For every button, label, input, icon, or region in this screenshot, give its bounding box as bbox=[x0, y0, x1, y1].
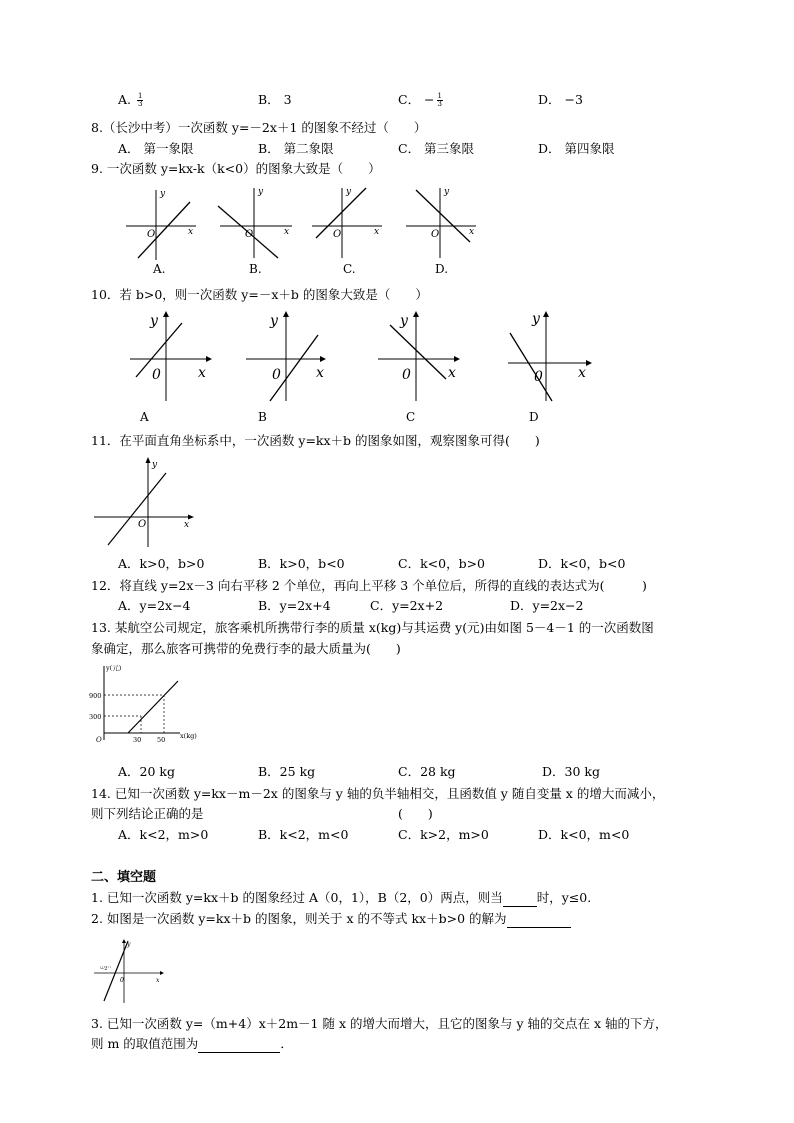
y-axis-label: y bbox=[150, 313, 158, 329]
q10-graph-a bbox=[130, 311, 212, 401]
fraction-denominator: 3 bbox=[437, 100, 442, 108]
x-axis-label: x bbox=[156, 977, 160, 984]
q14-answer-paren: ( ) bbox=[398, 806, 433, 821]
y-axis-label: y bbox=[346, 187, 352, 197]
q13-stem-line1: 13. 某航空公司规定，旅客乘机所携带行李的质量 x(kg)与其运费 y(元)由如图 5－4－1 的一次函数图 bbox=[91, 620, 654, 635]
y-axis-label: y bbox=[152, 460, 158, 470]
q11-graph bbox=[90, 455, 200, 550]
q12-option-c: C．y=2x+2 bbox=[370, 598, 444, 613]
y-axis-label: y bbox=[258, 187, 264, 197]
q9-label-d: D. bbox=[435, 262, 449, 276]
q13-graph bbox=[86, 660, 216, 748]
origin-label: 0 bbox=[272, 367, 281, 383]
x-axis-label: x bbox=[448, 365, 456, 381]
fraction-numerator: 1 bbox=[138, 92, 143, 100]
x-axis-label: x bbox=[469, 227, 475, 237]
q13-option-a: A．20 kg bbox=[118, 764, 175, 779]
q8-stem: 8.（长沙中考）一次函数 y=－2x＋1 的图象不经过（ ） bbox=[91, 120, 427, 135]
q10-graph-c bbox=[378, 311, 460, 401]
q10-graph-b bbox=[246, 311, 326, 401]
q7-option-a-label: A. bbox=[118, 92, 132, 107]
q9-line-a bbox=[138, 202, 190, 258]
origin-label: O bbox=[431, 229, 440, 240]
origin-label: O bbox=[333, 229, 342, 240]
q10-graphs bbox=[120, 305, 600, 405]
x-axis-label: x bbox=[198, 365, 206, 381]
y-axis-label: y bbox=[160, 189, 166, 199]
y-axis-label: y bbox=[444, 187, 450, 197]
q13-option-d: D．30 kg bbox=[542, 764, 600, 779]
q10-graph-d bbox=[508, 311, 592, 401]
q14-option-b: B．k<2，m<0 bbox=[258, 827, 349, 842]
q12-option-d: D．y=2x−2 bbox=[510, 598, 584, 613]
origin-label: 0 bbox=[402, 367, 411, 383]
y-axis-label: y bbox=[127, 941, 131, 948]
fill-q3-text: 则 m 的取值范围为 bbox=[91, 1036, 199, 1051]
fill-q1 bbox=[91, 890, 591, 907]
q12-option-a: A．y=2x−4 bbox=[118, 598, 191, 613]
x-axis-label: x bbox=[316, 365, 324, 381]
q10-label-d: D bbox=[529, 410, 539, 424]
x-axis-label: x bbox=[184, 520, 190, 530]
q14-option-c: C．k>2，m>0 bbox=[398, 827, 489, 842]
q9-label-c: C. bbox=[343, 262, 356, 276]
q14-option-a: A．k<2，m>0 bbox=[118, 827, 209, 842]
y-axis-label: y bbox=[400, 313, 408, 329]
section-title-fill-in: 二、填空题 bbox=[91, 870, 157, 885]
y-tick-900: 900 bbox=[89, 692, 102, 700]
q12-option-b: B．y=2x+4 bbox=[258, 598, 331, 613]
fill-q3-line2 bbox=[91, 1036, 293, 1053]
q9-graphs bbox=[120, 182, 500, 262]
q11-option-d: D．k<0，b<0 bbox=[538, 556, 626, 571]
fill-q3-line1: 3. 已知一次函数 y=（m+4）x＋2m－1 随 x 的增大而增大，且它的图象与 y 轴的交点在 x 轴的下方， bbox=[91, 1016, 668, 1031]
fill-q1-tail: 时，y≤0. bbox=[536, 890, 592, 905]
q10-label-c: C bbox=[406, 410, 416, 424]
q7-option-c-label: C． − bbox=[398, 92, 435, 107]
fill-q2-graph bbox=[90, 937, 170, 1005]
fill-q2-line bbox=[104, 941, 128, 1001]
q9-line-d bbox=[416, 190, 470, 242]
x-axis-label: x(kg) bbox=[180, 732, 197, 740]
q14-stem-line1: 14. 已知一次函数 y=kx－m－2x 的图象与 y 轴的负半轴相交，且函数值 y 随自变量 x 的增大而减小， bbox=[91, 786, 665, 801]
fill-q2-blank[interactable] bbox=[507, 911, 571, 928]
q10-line-c bbox=[390, 325, 446, 379]
q7-option-c bbox=[398, 92, 443, 108]
y-axis-label: y bbox=[270, 313, 278, 329]
q10-label-b: B bbox=[258, 410, 267, 424]
q7-option-b: B． 3 bbox=[258, 92, 292, 107]
origin-label: O bbox=[138, 519, 147, 530]
x-axis-label: x bbox=[188, 227, 194, 237]
q9-label-a: A. bbox=[153, 262, 166, 276]
x-axis-label: x bbox=[284, 227, 290, 237]
fill-q1-text: 1. 已知一次函数 y=kx＋b 的图象经过 A（0，1），B（2，0）两点，则当 bbox=[91, 890, 503, 905]
q11-option-a: A．k>0，b>0 bbox=[118, 556, 205, 571]
y-axis-label: y bbox=[532, 311, 540, 327]
origin-label: 0 bbox=[120, 977, 124, 984]
origin-label: O bbox=[96, 736, 102, 744]
origin-label: O bbox=[147, 229, 156, 240]
q9-graph-d bbox=[406, 187, 476, 258]
q14-option-d: D．k<0，m<0 bbox=[538, 827, 630, 842]
q8-option-c: C． 第三象限 bbox=[398, 141, 475, 156]
y-axis-label: y(元) bbox=[106, 664, 122, 672]
q11-option-c: C．k<0，b>0 bbox=[398, 556, 485, 571]
fraction-denominator: 3 bbox=[138, 100, 143, 108]
x-axis-label: x bbox=[374, 227, 380, 237]
q8-option-b: B． 第二象限 bbox=[258, 141, 334, 156]
q11-line bbox=[108, 473, 166, 545]
q9-graph-b bbox=[218, 187, 292, 258]
q13-line bbox=[128, 681, 178, 733]
q11-stem: 11．在平面直角坐标系中，一次函数 y=kx＋b 的图象如图，观察图象可得( ) bbox=[91, 433, 540, 448]
fill-q3-tail: ． bbox=[280, 1036, 293, 1051]
q7-option-a bbox=[118, 92, 143, 108]
x-tick-label: −2 bbox=[100, 966, 108, 972]
q14-stem-line2: 则下列结论正确的是 bbox=[91, 806, 204, 821]
q7-option-a-fraction bbox=[137, 93, 143, 108]
origin-label: 0 bbox=[534, 369, 543, 385]
x-axis-label: x bbox=[578, 365, 586, 381]
q8-option-d: D． 第四象限 bbox=[538, 141, 615, 156]
q9-graph-c bbox=[312, 187, 382, 258]
q11-option-b: B．k>0，b<0 bbox=[258, 556, 345, 571]
origin-label: O bbox=[245, 229, 254, 240]
x-tick-30: 30 bbox=[133, 736, 142, 744]
fill-q2-text: 2. 如图是一次函数 y=kx＋b 的图象，则关于 x 的不等式 kx＋b>0 的解为 bbox=[91, 911, 507, 926]
q13-stem-line2: 象确定，那么旅客可携带的免费行李的最大质量为( ) bbox=[91, 641, 401, 656]
q8-option-a: A． 第一象限 bbox=[118, 141, 194, 156]
fill-q3-blank[interactable] bbox=[198, 1036, 280, 1053]
q13-option-b: B．25 kg bbox=[258, 764, 316, 779]
y-tick-300: 300 bbox=[89, 713, 102, 721]
q10-stem: 10．若 b>0，则一次函数 y=－x＋b 的图象大致是（ ） bbox=[91, 287, 428, 302]
q12-stem: 12．将直线 y=2x－3 向右平移 2 个单位，再向上平移 3 个单位后，所得的直线的表达式为( ) bbox=[91, 578, 647, 593]
q10-label-a: A bbox=[140, 410, 149, 424]
q7-option-d: D． −3 bbox=[538, 92, 583, 107]
fill-q1-blank[interactable] bbox=[503, 890, 537, 907]
q9-graph-a bbox=[126, 189, 196, 260]
x-tick-50: 50 bbox=[157, 736, 166, 744]
origin-label: 0 bbox=[152, 367, 161, 383]
q13-option-c: C．28 kg bbox=[398, 764, 456, 779]
fraction-numerator: 1 bbox=[437, 92, 442, 100]
q7-option-c-fraction bbox=[437, 93, 443, 108]
q9-stem: 9. 一次函数 y=kx-k（k<0）的图象大致是（ ） bbox=[91, 161, 381, 176]
fill-q2 bbox=[91, 911, 571, 928]
q9-label-b: B. bbox=[249, 262, 262, 276]
